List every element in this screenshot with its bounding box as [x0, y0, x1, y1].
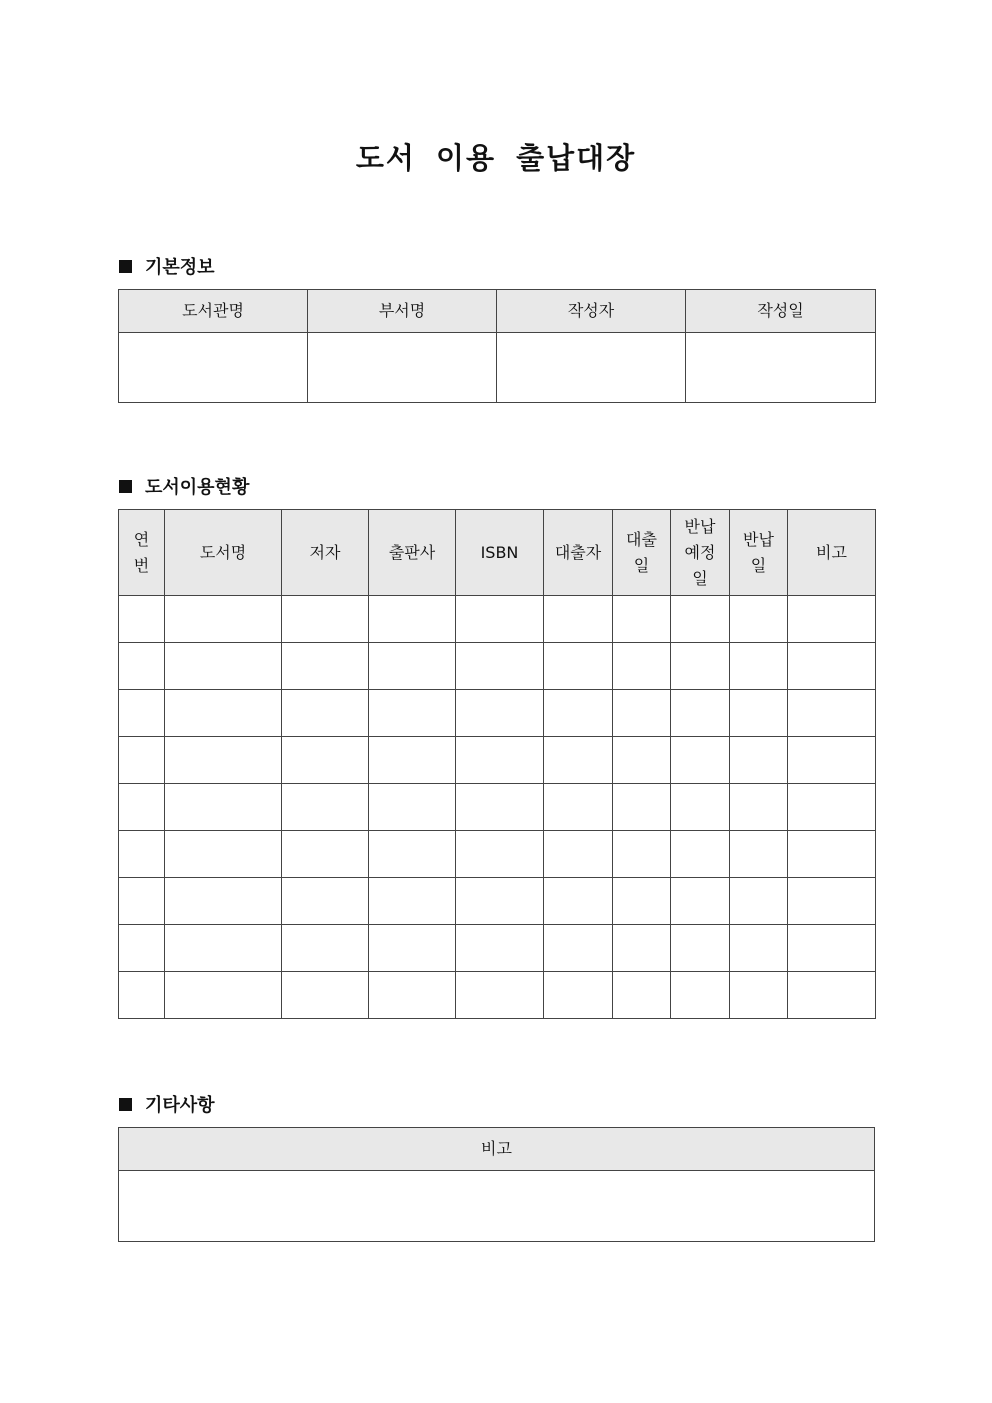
usage-header-line: 출판사: [388, 542, 436, 562]
table-row: [119, 972, 876, 1019]
usage-header-line: 번: [133, 555, 150, 575]
table-cell[interactable]: [788, 690, 876, 737]
table-cell[interactable]: [613, 784, 671, 831]
remarks-cell[interactable]: [119, 1171, 875, 1242]
table-cell[interactable]: [671, 972, 730, 1019]
table-cell[interactable]: [730, 690, 788, 737]
misc-table: [118, 1127, 875, 1242]
usage-header-line: 대출자: [554, 542, 602, 562]
table-cell[interactable]: [730, 737, 788, 784]
table-cell[interactable]: [119, 690, 165, 737]
usage-header-line: 일: [692, 568, 708, 588]
table-cell[interactable]: [119, 925, 165, 972]
section-misc-heading: [119, 1091, 215, 1117]
table-cell[interactable]: [456, 784, 544, 831]
table-cell[interactable]: [119, 878, 165, 925]
table-cell[interactable]: [369, 643, 456, 690]
usage-header-cell: [119, 510, 165, 596]
table-cell[interactable]: [544, 831, 613, 878]
table-cell[interactable]: [544, 596, 613, 643]
table-cell[interactable]: [544, 878, 613, 925]
table-cell[interactable]: [671, 737, 730, 784]
author-cell[interactable]: [497, 333, 686, 403]
usage-header-line: 반납: [743, 529, 774, 549]
table-cell[interactable]: [456, 925, 544, 972]
usage-header-cell: [671, 510, 730, 596]
table-row: [119, 643, 876, 690]
usage-header-line: ISBN: [480, 542, 519, 562]
table-cell[interactable]: [282, 690, 369, 737]
table-row: [119, 690, 876, 737]
table-cell[interactable]: [282, 831, 369, 878]
table-row: [119, 737, 876, 784]
square-bullet-icon: [119, 1098, 132, 1111]
usage-header-cell: [369, 510, 456, 596]
table-cell[interactable]: [119, 831, 165, 878]
table-cell[interactable]: [788, 925, 876, 972]
section-basic-info-heading: [119, 253, 215, 279]
table-cell[interactable]: [282, 972, 369, 1019]
table-cell[interactable]: [613, 737, 671, 784]
table-cell[interactable]: [613, 972, 671, 1019]
table-row: [119, 878, 876, 925]
header-date: 작성일: [686, 290, 876, 333]
date-cell[interactable]: [686, 333, 876, 403]
table-cell[interactable]: [369, 737, 456, 784]
table-cell[interactable]: [282, 878, 369, 925]
table-cell[interactable]: [613, 925, 671, 972]
table-cell[interactable]: [456, 972, 544, 1019]
usage-header-line: 연: [133, 529, 150, 549]
table-cell[interactable]: [119, 784, 165, 831]
table-cell[interactable]: [165, 737, 282, 784]
table-cell[interactable]: [165, 596, 282, 643]
usage-header-cell: [544, 510, 613, 596]
usage-header-row: [119, 510, 876, 596]
table-cell[interactable]: [730, 643, 788, 690]
library-name-cell[interactable]: [119, 333, 308, 403]
usage-header-line: 대출: [626, 529, 657, 549]
table-cell[interactable]: [165, 784, 282, 831]
table-cell[interactable]: [671, 831, 730, 878]
table-cell[interactable]: [730, 972, 788, 1019]
square-bullet-icon: [119, 480, 132, 493]
table-row: [119, 784, 876, 831]
table-cell[interactable]: [788, 596, 876, 643]
table-cell[interactable]: [613, 690, 671, 737]
header-author: 작성자: [497, 290, 686, 333]
table-cell[interactable]: [730, 925, 788, 972]
usage-header-line: 비고: [816, 542, 847, 562]
table-cell[interactable]: [282, 596, 369, 643]
usage-header-line: 도서명: [199, 542, 247, 562]
section-basic-info-label: 기본정보: [145, 257, 215, 278]
header-department: 부서명: [308, 290, 497, 333]
table-cell[interactable]: [369, 925, 456, 972]
usage-header-cell: [165, 510, 282, 596]
table-row: [119, 831, 876, 878]
table-cell[interactable]: [165, 878, 282, 925]
table-cell[interactable]: [369, 784, 456, 831]
table-cell[interactable]: [671, 925, 730, 972]
table-cell[interactable]: [788, 878, 876, 925]
section-misc-label: 기타사항: [145, 1095, 215, 1116]
table-cell[interactable]: [730, 831, 788, 878]
table-cell[interactable]: [369, 831, 456, 878]
table-cell[interactable]: [613, 643, 671, 690]
table-cell[interactable]: [730, 784, 788, 831]
table-cell[interactable]: [282, 925, 369, 972]
table-cell[interactable]: [788, 831, 876, 878]
usage-header-cell: [613, 510, 671, 596]
table-cell[interactable]: [119, 737, 165, 784]
header-remarks: 비고: [119, 1128, 875, 1171]
misc-header-row: [119, 1128, 875, 1171]
usage-body: [119, 596, 876, 1019]
usage-header-cell: [456, 510, 544, 596]
usage-header-line: 반납: [684, 516, 716, 536]
table-cell[interactable]: [788, 643, 876, 690]
table-cell[interactable]: [456, 878, 544, 925]
table-cell[interactable]: [456, 690, 544, 737]
table-cell[interactable]: [730, 596, 788, 643]
table-cell[interactable]: [456, 596, 544, 643]
basic-info-table: [118, 289, 876, 403]
table-cell[interactable]: [671, 643, 730, 690]
usage-header-cell: [282, 510, 369, 596]
table-cell[interactable]: [369, 878, 456, 925]
section-usage-heading: [119, 473, 249, 499]
table-cell[interactable]: [671, 596, 730, 643]
usage-header-line: 예정: [684, 542, 716, 562]
usage-header-line: 일: [633, 555, 650, 575]
table-cell[interactable]: [165, 925, 282, 972]
table-cell[interactable]: [456, 643, 544, 690]
table-cell[interactable]: [671, 784, 730, 831]
table-cell[interactable]: [369, 690, 456, 737]
table-cell[interactable]: [730, 878, 788, 925]
table-cell[interactable]: [456, 831, 544, 878]
table-cell[interactable]: [544, 925, 613, 972]
table-cell[interactable]: [613, 878, 671, 925]
document-title: 도서 이용 출납대장: [355, 141, 637, 175]
table-cell[interactable]: [369, 596, 456, 643]
basic-info-header-row: [119, 290, 876, 333]
table-row: [119, 925, 876, 972]
table-cell[interactable]: [544, 690, 613, 737]
table-cell[interactable]: [544, 784, 613, 831]
header-library-name: 도서관명: [119, 290, 308, 333]
table-cell[interactable]: [788, 737, 876, 784]
table-cell[interactable]: [369, 972, 456, 1019]
square-bullet-icon: [119, 260, 132, 273]
basic-info-value-row: [119, 333, 876, 403]
misc-value-row: [119, 1171, 875, 1242]
usage-header-line: 일: [750, 555, 767, 575]
table-row: [119, 596, 876, 643]
table-cell[interactable]: [788, 784, 876, 831]
table-cell[interactable]: [613, 831, 671, 878]
table-cell[interactable]: [671, 690, 730, 737]
table-cell[interactable]: [282, 643, 369, 690]
table-cell[interactable]: [119, 972, 165, 1019]
table-cell[interactable]: [544, 972, 613, 1019]
table-cell[interactable]: [456, 737, 544, 784]
table-cell[interactable]: [165, 831, 282, 878]
table-cell[interactable]: [119, 643, 165, 690]
usage-header-line: 저자: [309, 542, 341, 562]
section-usage-label: 도서이용현황: [145, 477, 250, 498]
table-cell[interactable]: [671, 878, 730, 925]
table-cell[interactable]: [788, 972, 876, 1019]
usage-header-cell: [730, 510, 788, 596]
table-cell[interactable]: [165, 690, 282, 737]
table-cell[interactable]: [165, 972, 282, 1019]
table-cell[interactable]: [613, 596, 671, 643]
table-cell[interactable]: [544, 643, 613, 690]
table-cell[interactable]: [282, 737, 369, 784]
usage-table: [118, 509, 876, 1019]
table-cell[interactable]: [119, 596, 165, 643]
usage-header-cell: [788, 510, 876, 596]
table-cell[interactable]: [165, 643, 282, 690]
table-cell[interactable]: [282, 784, 369, 831]
table-cell[interactable]: [544, 737, 613, 784]
department-cell[interactable]: [308, 333, 497, 403]
